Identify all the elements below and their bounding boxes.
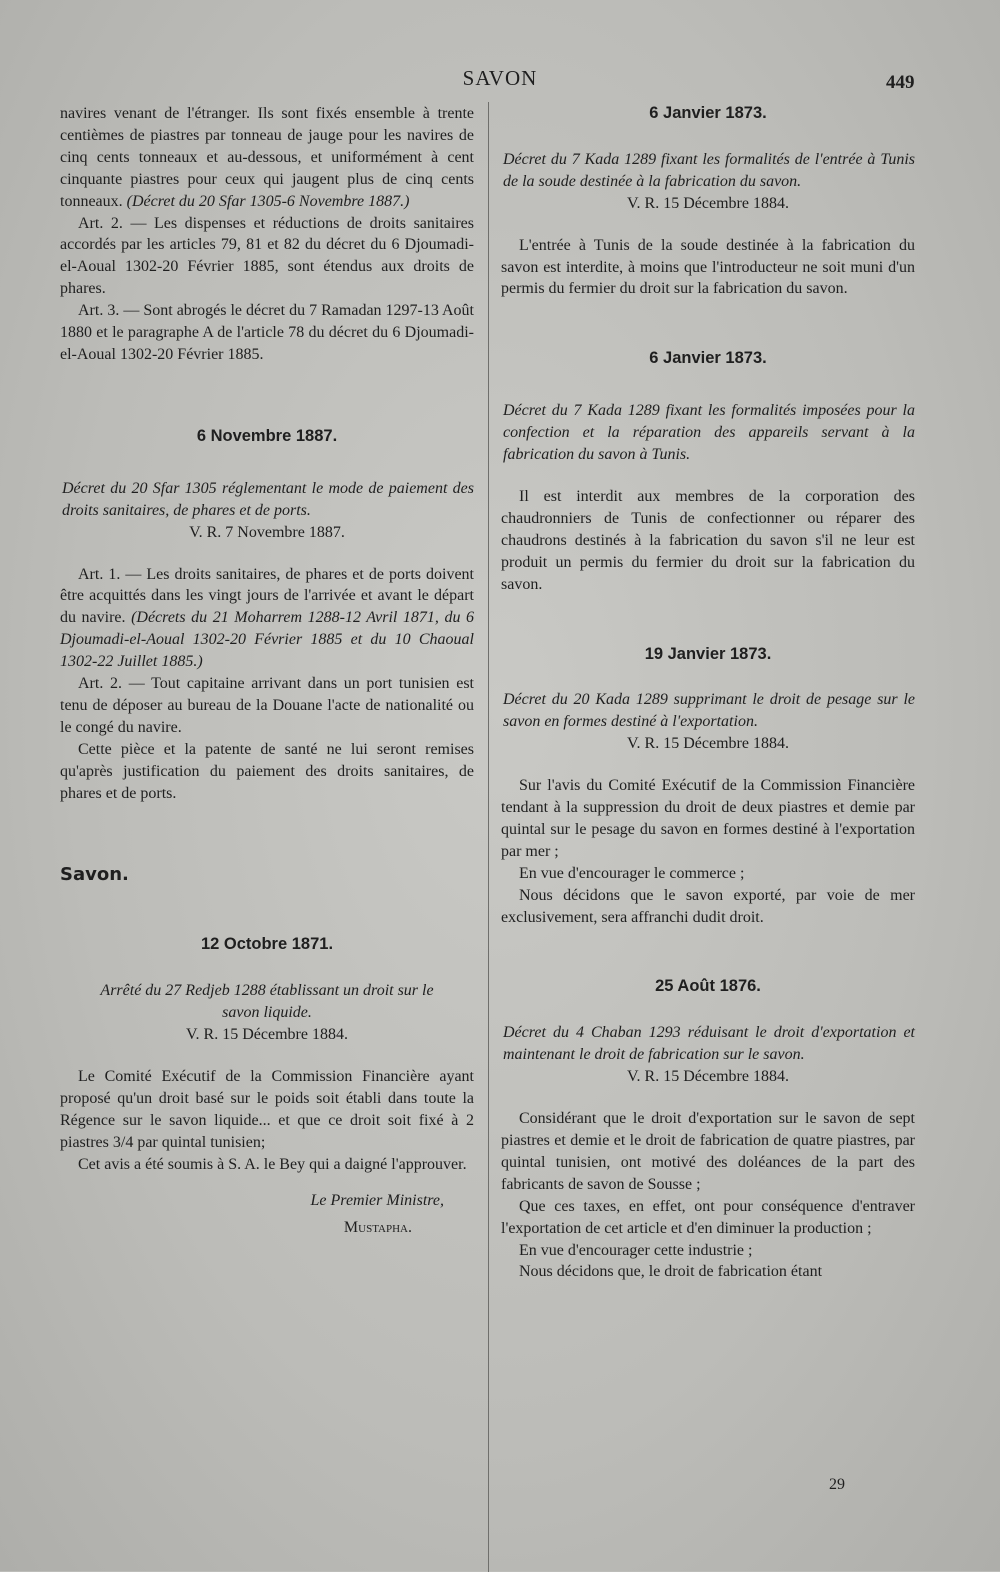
decree-date-1887: 6 Novembre 1887. bbox=[196, 426, 338, 445]
paragraph-1871-a: Le Comité Exécutif de la Commission Financière ayant proposé qu'un droit basé sur le poids soit établi dans toute la Régence sur le savon liquide... et que ce droit soit fixé à 2 piastres 3/4 par quintal tunisien; bbox=[60, 1068, 474, 1151]
decree-title-a: Décret du 7 Kada 1289 fixant les formalités de l'entrée à Tunis de la soude destinée à la fabrication du savon. bbox=[503, 150, 915, 190]
paragraph-b: Il est interdit aux membres de la corporation des chaudronniers de Tunis de confectionner ou réparer des chaudrons destinés à la fabrication du savon s'il ne leur est produit un permis du fermier du droit sur la fabrication du savon. bbox=[501, 487, 915, 593]
article-1-1887 bbox=[60, 564, 474, 674]
paragraph-d4: Nous décidons que, le droit de fabrication étant bbox=[519, 1263, 823, 1281]
vr-d: V. R. 15 Décembre 1884. bbox=[627, 1068, 789, 1086]
paragraph-d1: Considérant que le droit d'exportation sur le savon de sept piastres et demie et le droit de fabrication de quatre piastres, par quintal tunisien, ont motivé des doléances de la part des fabricants de savon de Sousse ; bbox=[501, 1110, 915, 1193]
paragraph-c1: Sur l'avis du Comité Exécutif de la Commission Financière tendant à la suppression du droit de deux piastres et demie par quintal sur le pesage du savon en formes destiné à l'exportation par mer ; bbox=[501, 777, 915, 860]
decree-title-d: Décret du 4 Chaban 1293 réduisant le droit d'exportation et maintenant le droit de fabrication sur le savon. bbox=[503, 1024, 915, 1064]
right-column bbox=[501, 103, 915, 1283]
paragraph-continuation bbox=[60, 103, 474, 213]
decree-title-1887: Décret du 20 Sfar 1305 réglementant le mode de paiement des droits sanitaires, de phares et de ports. bbox=[62, 479, 474, 519]
article-2-1887: Art. 2. — Tout capitaine arrivant dans un port tunisien est tenu de déposer au bureau de la Douane l'acte de nationalité ou le congé du navire. bbox=[60, 675, 474, 736]
signer-name: Mustapha. bbox=[343, 1219, 412, 1237]
decree-reference: (Décrets du 21 Moharrem 1288-12 Avril 1871, du 6 Djoumadi-el-Aoual 1302-20 Février 1885 et du 10 Chaoual 1302-22 Juillet 1885.) bbox=[60, 609, 475, 671]
decree-title-1871: Arrêté du 27 Redjeb 1288 établissant un droit sur le savon liquide. bbox=[100, 982, 434, 1022]
vr-1887: V. R. 7 Novembre 1887. bbox=[189, 523, 345, 541]
paragraph-a: L'entrée à Tunis de la soude destinée à la fabrication du savon est interdite, à moins que l'introducteur ne soit muni d'un permis du fermier du droit sur la fabrication du savon. bbox=[501, 236, 915, 298]
decree-reference: (Décret du 20 Sfar 1305-6 Novembre 1887.) bbox=[126, 192, 410, 210]
signer-title: Le Premier Ministre, bbox=[310, 1191, 444, 1209]
paragraph-c2: En vue d'encourager le commerce ; bbox=[519, 864, 745, 882]
printer-signature-mark: 29 bbox=[829, 1476, 845, 1493]
decree-date-d: 25 Août 1876. bbox=[655, 977, 761, 996]
decree-title-b: Décret du 7 Kada 1289 fixant les formalités imposées pour la confection et la réparation des appareils servant à la fabrication du savon à Tunis. bbox=[503, 402, 915, 464]
paragraph-d3: En vue d'encourager cette industrie ; bbox=[519, 1241, 753, 1259]
vr-1871: V. R. 15 Décembre 1884. bbox=[186, 1026, 348, 1044]
article-2-1887-continued: Cette pièce et la patente de santé ne lui seront remises qu'après justification du paiement des droits sanitaires, de phares et de ports. bbox=[60, 740, 474, 802]
vr-a: V. R. 15 Décembre 1884. bbox=[627, 194, 789, 212]
article-2: Art. 2. — Les dispenses et réductions de droits sanitaires accordés par les articles 79, 81 et 82 du décret du 6 Djoumadi-el-Aoual 1302-20 Février 1885, sont étendus aux droits de phares. bbox=[60, 214, 474, 298]
section-heading-savon: Savon. bbox=[60, 864, 129, 886]
article-text: Art. 1. — Les droits sanitaires, de phares et de ports doivent être acquittés dans les vingt jours de l'arrivée et avant le départ du navire. bbox=[60, 565, 474, 627]
decree-date-b: 6 Janvier 1873. bbox=[649, 349, 767, 368]
paragraph-text: navires venant de l'étranger. Ils sont fixés ensemble à trente centièmes de piastres par tonneau de jauge pour les navires de cinq cents tonneaux et au-dessous, et uniformément à cent cinquante piastres pour ceux qui jaugent plus de cinq cents tonneaux. bbox=[60, 105, 474, 210]
paragraph-d2: Que ces taxes, en effet, ont pour conséquence d'entraver l'exportation de cet article et d'en diminuer la production ; bbox=[501, 1197, 915, 1237]
left-column bbox=[60, 103, 474, 1239]
decree-date-1871: 12 Octobre 1871. bbox=[200, 935, 334, 954]
article-3: Art. 3. — Sont abrogés le décret du 7 Ramadan 1297-13 Août 1880 et le paragraphe A de l'article 78 du décret du 6 Djoumadi-el-Aoual 1302-20 Février 1885. bbox=[60, 302, 474, 363]
vr-c: V. R. 15 Décembre 1884. bbox=[627, 735, 789, 753]
paragraph-c3: Nous décidons que le savon exporté, par voie de mer exclusivement, sera affranchi dudit droit. bbox=[501, 886, 915, 926]
decree-title-c: Décret du 20 Kada 1289 supprimant le droit de pesage sur le savon en formes destiné à l'exportation. bbox=[503, 691, 915, 731]
decree-date-a: 6 Janvier 1873. bbox=[649, 104, 767, 122]
paragraph-1871-b: Cet avis a été soumis à S. A. le Bey qui a daigné l'approuver. bbox=[78, 1155, 467, 1173]
column-divider bbox=[488, 102, 489, 1572]
decree-date-c: 19 Janvier 1873. bbox=[644, 644, 772, 663]
page-number: 449 bbox=[886, 72, 915, 93]
running-header-title: SAVON bbox=[462, 66, 538, 90]
